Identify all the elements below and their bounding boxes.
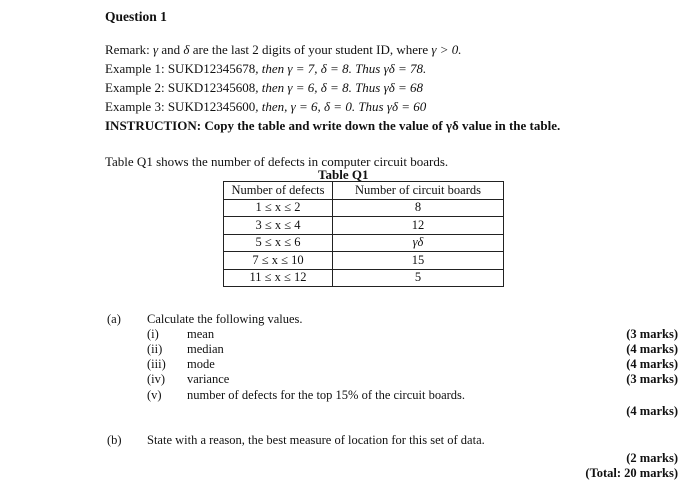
item-num: (ii) bbox=[147, 342, 163, 356]
boards-cell: 5 bbox=[333, 269, 504, 287]
item-marks: (3 marks) bbox=[626, 372, 678, 386]
part-b-text: State with a reason, the best measure of location for this set of data. bbox=[147, 433, 485, 447]
part-a-label: (a) bbox=[107, 312, 121, 326]
item-marks: (4 marks) bbox=[626, 404, 678, 418]
defects-cell: 7 ≤ x ≤ 10 bbox=[224, 252, 333, 270]
defects-cell: 5 ≤ x ≤ 6 bbox=[224, 234, 333, 252]
example-rest: , then γ = 7, δ = 8. Thus γδ = 78. bbox=[255, 61, 427, 76]
item-marks: (4 marks) bbox=[626, 357, 678, 371]
table-row bbox=[224, 252, 504, 270]
example-2 bbox=[105, 80, 423, 96]
defects-cell: 11 ≤ x ≤ 12 bbox=[224, 269, 333, 287]
defects-cell: 1 ≤ x ≤ 2 bbox=[224, 199, 333, 217]
remark-and: and bbox=[161, 42, 181, 57]
table-header-row bbox=[224, 182, 504, 200]
item-num: (iv) bbox=[147, 372, 166, 386]
boards-cell: 12 bbox=[333, 217, 504, 235]
example-label: Example 2: bbox=[105, 80, 165, 95]
boards-cell: 15 bbox=[333, 252, 504, 270]
part-b-label: (b) bbox=[107, 433, 122, 447]
item-num: (iii) bbox=[147, 357, 166, 371]
item-marks: (4 marks) bbox=[626, 342, 678, 356]
table-row bbox=[224, 234, 504, 252]
example-1 bbox=[105, 61, 426, 77]
example-id: SUKD12345600 bbox=[167, 99, 256, 114]
instruction: INSTRUCTION: Copy the table and write down the value of γδ value in the table. bbox=[105, 118, 561, 133]
item-marks: (3 marks) bbox=[626, 327, 678, 341]
example-rest: , then, γ = 6, δ = 0. Thus γδ = 60 bbox=[255, 99, 427, 114]
item-text: median bbox=[187, 342, 224, 356]
example-label: Example 3: bbox=[105, 99, 165, 114]
boards-cell: γδ bbox=[333, 234, 504, 252]
item-text: number of defects for the top 15% of the circuit boards. bbox=[187, 388, 466, 402]
remark-gamma: γ bbox=[153, 42, 159, 57]
defects-cell: 3 ≤ x ≤ 4 bbox=[224, 217, 333, 235]
item-num: (v) bbox=[147, 388, 162, 402]
table-row bbox=[224, 217, 504, 235]
part-a-intro: Calculate the following values. bbox=[147, 312, 303, 326]
item-text: variance bbox=[187, 372, 230, 386]
example-label: Example 1: bbox=[105, 61, 165, 76]
remark-condition: γ > 0. bbox=[431, 42, 462, 57]
table-row bbox=[224, 269, 504, 287]
remark-delta: δ bbox=[183, 42, 190, 57]
header-defects: Number of defects bbox=[224, 182, 333, 200]
remark-text: are the last 2 digits of your student ID, where bbox=[192, 42, 429, 57]
table-caption: Table Q1 bbox=[318, 167, 369, 182]
item-text: mode bbox=[187, 357, 215, 371]
boards-cell: 8 bbox=[333, 199, 504, 217]
header-boards: Number of circuit boards bbox=[333, 182, 504, 200]
table-intro: Table Q1 shows the number of defects in computer circuit boards. bbox=[105, 154, 449, 169]
item-text: mean bbox=[187, 327, 215, 341]
example-3 bbox=[105, 99, 426, 115]
item-num: (i) bbox=[147, 327, 159, 341]
example-rest: , then γ = 6, δ = 8. Thus γδ = 68 bbox=[255, 80, 424, 95]
question-title: Question 1 bbox=[105, 9, 167, 24]
remark-prefix: Remark: bbox=[105, 42, 150, 57]
remark-line bbox=[105, 42, 462, 58]
table-row bbox=[224, 199, 504, 217]
defects-table bbox=[223, 181, 504, 287]
total-marks: (Total: 20 marks) bbox=[585, 466, 678, 480]
example-id: SUKD12345678 bbox=[167, 61, 256, 76]
part-b-marks: (2 marks) bbox=[626, 451, 678, 465]
example-id: SUKD12345608 bbox=[167, 80, 256, 95]
